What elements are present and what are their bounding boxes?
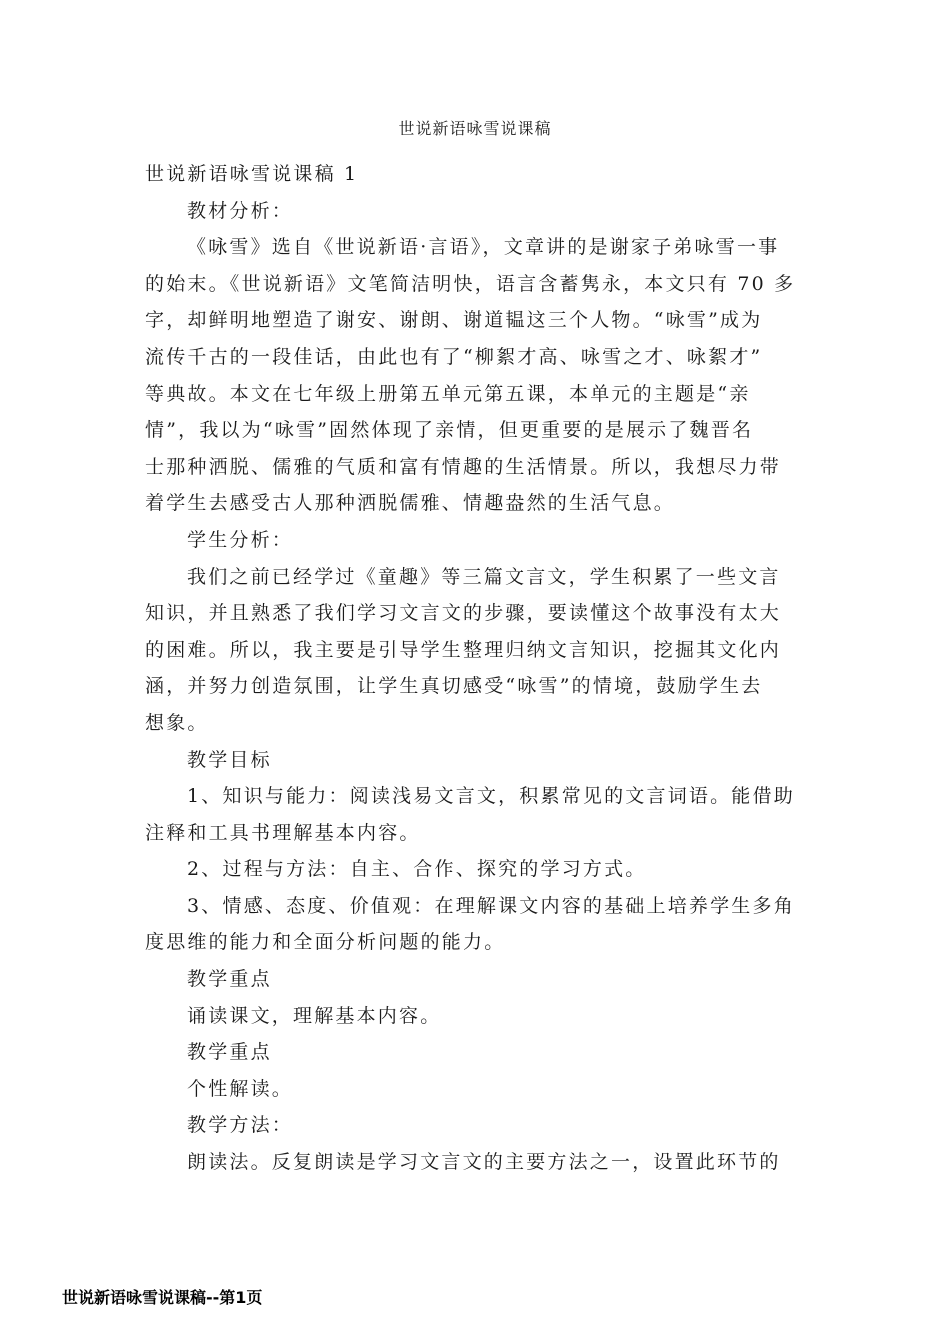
text-line: 世说新语咏雪说课稿 1 [145,163,359,185]
text-line: 字，却鲜明地塑造了谢安、谢朗、谢道韫这三个人物。“咏雪”成为 [145,309,763,332]
text-line: 着学生去感受古人那种洒脱儒雅、情趣盎然的生活气息。 [145,492,676,515]
text-line: 想象。 [145,711,209,734]
page-footer: 世说新语咏雪说课稿--第1页 [62,1288,263,1307]
document-title: 世说新语咏雪说课稿 [398,119,552,138]
text-line: 个性解读。 [187,1077,294,1100]
text-line: 1、知识与能力：阅读浅易文言文，积累常见的文言词语。能借助 [187,785,795,808]
text-line: 情”，我以为“咏雪”固然体现了亲情，但更重要的是展示了魏晋名 [145,419,754,442]
text-line: 教学目标 [187,748,272,771]
document-body [145,156,810,1181]
text-line: 士那种洒脱、儒雅的气质和富有情趣的生活情景。所以，我想尽力带 [145,455,782,478]
text-line: 涵，并努力创造氛围，让学生真切感受“咏雪”的情境，鼓励学生去 [145,675,763,698]
text-line: 教学方法： [187,1114,294,1137]
text-line: 学生分析： [187,528,294,551]
text-line: 流传千古的一段佳话，由此也有了“柳絮才高、咏雪之才、咏絮才” [145,345,763,368]
text-line: 的困难。所以，我主要是引导学生整理归纳文言知识，挖掘其文化内 [145,638,782,661]
text-line: 2、过程与方法：自主、合作、探究的学习方式。 [187,858,647,881]
text-line: 3、情感、态度、价值观：在理解课文内容的基础上培养学生多角 [187,894,795,917]
text-line: 度思维的能力和全面分析问题的能力。 [145,931,506,954]
text-line: 教材分析： [187,199,294,222]
text-line: 等典故。本文在七年级上册第五单元第五课，本单元的主题是“亲 [145,382,751,405]
text-line: 教学重点 [187,1041,272,1064]
text-line: 诵读课文，理解基本内容。 [187,1004,442,1027]
text-line: 知识，并且熟悉了我们学习文言文的步骤，要读懂这个故事没有太大 [145,602,782,625]
text-line: 的始末。《世说新语》文笔简洁明快，语言含蓄隽永，本文只有 70 多 [145,272,796,295]
text-line: 教学重点 [187,968,272,991]
text-line: 注释和工具书理解基本内容。 [145,821,421,844]
text-line: 《咏雪》选自《世说新语·言语》，文章讲的是谢家子弟咏雪一事 [187,236,780,259]
text-line: 我们之前已经学过《童趣》等三篇文言文，学生积累了一些文言 [187,565,781,588]
text-line: 朗读法。反复朗读是学习文言文的主要方法之一，设置此环节的 [187,1151,781,1174]
